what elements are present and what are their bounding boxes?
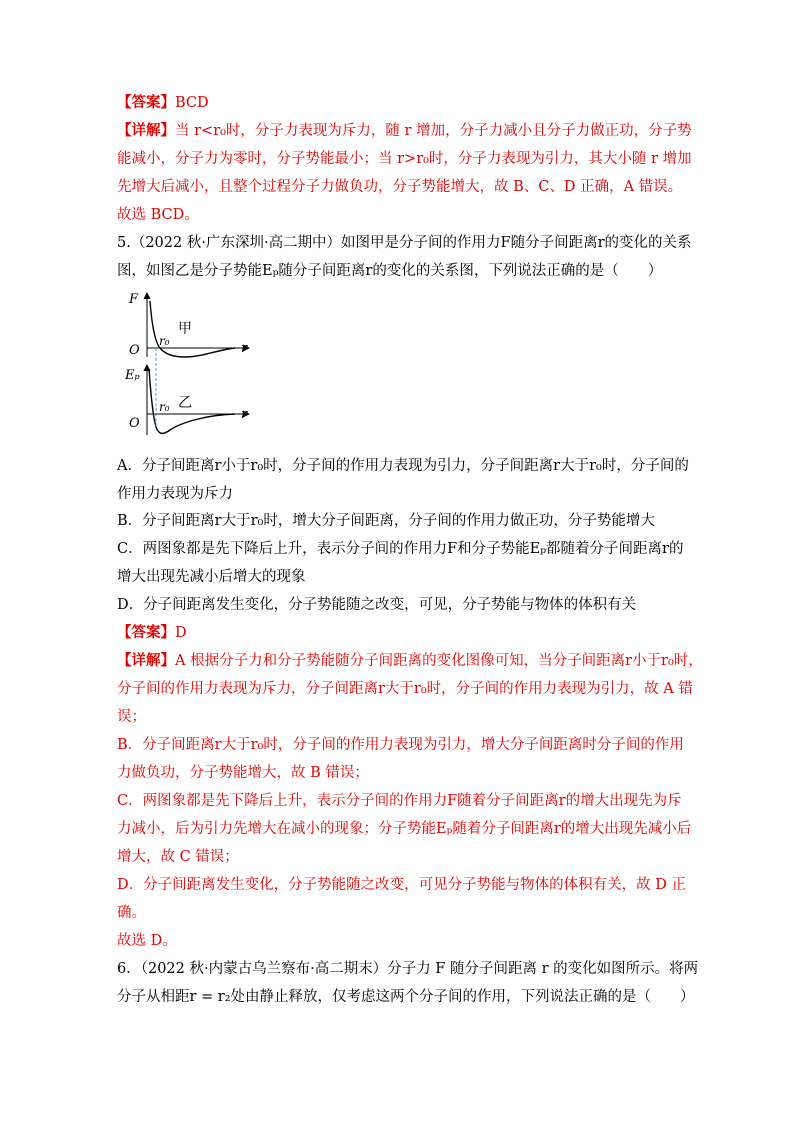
q4-detail-line: 能减小，分子力为零时，分子势能最小；当 r>r₀时，分子力表现为引力，其大小随 r 增加 <box>117 151 692 167</box>
q5-figure <box>117 287 267 437</box>
q5-answer: 【答案】D <box>117 624 187 641</box>
q5-detail-line: 分子间的作用力表现为斥力，分子间距离r大于r₀时，分子间的作用力表现为引力，故 A 错 <box>117 681 693 697</box>
q5-stem-line: 图，如图乙是分子势能Eₚ随分子间距离r的变化的关系图，下列说法正确的是（ ） <box>117 263 663 279</box>
q6-stem-line: 分子从相距r = r₂处由静止释放，仅考虑这两个分子间的作用，下列说法正确的是（ ） <box>117 989 695 1005</box>
q5-detail-line: D．分子间距离发生变化，分子势能随之改变，可见分子势能与物体的体积有关，故 D 正 <box>117 877 686 893</box>
top-axis-x-label: r <box>241 341 248 356</box>
q4-answer: 【答案】BCD <box>117 94 209 111</box>
q5-option-a: A．分子间距离r小于r₀时，分子间的作用力表现为引力，分子间距离r大于r₀时，分子间的 <box>117 458 689 474</box>
bottom-axis-y-label: Eₚ <box>125 368 140 383</box>
top-r0-label: r₀ <box>159 334 170 348</box>
q5-detail-line: 力做负功，分子势能增大，故 B 错误； <box>117 765 369 781</box>
force-potential-graphs <box>117 287 267 437</box>
q5-option-d: D．分子间距离发生变化，分子势能随之改变，可见，分子势能与物体的体积有关 <box>117 597 637 613</box>
bottom-origin-label: O <box>129 416 140 431</box>
q5-detail-line: C．两图象都是先下降后上升，表示分子间的作用力F随着分子间距离r的增大出现先为斥 <box>117 793 682 809</box>
q5-detail-line: 增大，故 C 错误； <box>117 849 239 865</box>
q6-stem-line: 6．（2022 秋·内蒙古乌兰察布·高二期末）分子力 F 随分子间距离 r 的变化如图所示。将两 <box>117 961 699 977</box>
q5-option-b: B．分子间距离r大于r₀时，增大分子间距离，分子间的作用力做正功，分子势能增大 <box>117 513 655 529</box>
top-graph-label: 甲 <box>178 321 192 337</box>
bottom-graph-label: 乙 <box>178 395 192 411</box>
q5-detail-line: B．分子间距离r大于r₀时，分子间的作用力表现为引力，增大分子间距离时分子间的作用 <box>117 737 684 753</box>
q4-detail-line: 【详解】当 r<r₀时，分子力表现为斥力，随 r 增加，分子力减小且分子力做正功，分子势 <box>117 122 692 139</box>
force-curve <box>150 301 235 357</box>
top-origin-label: O <box>129 343 140 358</box>
q5-detail-line: 故选 D。 <box>117 933 177 949</box>
top-axis-y-label: F <box>129 292 139 307</box>
bottom-axis-x-label: r <box>241 407 248 422</box>
q5-detail-line: 误； <box>117 709 146 725</box>
q5-option-c: C．两图象都是先下降后上升，表示分子间的作用力F和分子势能Eₚ都随着分子间距离r的 <box>117 541 684 557</box>
q5-detail-line: 【详解】A 根据分子力和分子势能随分子间距离的变化图像可知，当分子间距离r小于r₀时， <box>117 652 703 669</box>
q5-detail-line: 确。 <box>117 905 146 921</box>
q4-detail-line: 先增大后减小，且整个过程分子力做负功，分子势能增大，故 B、C、D 正确，A 错误。 <box>117 179 683 195</box>
q4-detail-line: 故选 BCD。 <box>117 207 199 223</box>
q5-option-c-cont: 增大出现先减小后增大的现象 <box>117 569 306 585</box>
q5-detail-line: 力减小，后为引力先增大在减小的现象；分子势能Eₚ随着分子间距离r的增大出现先减小后 <box>117 821 692 837</box>
bottom-r0-label: r₀ <box>159 400 170 414</box>
q5-stem-line: 5.（2022 秋·广东深圳·高二期中）如图甲是分子间的作用力F随分子间距离r的变化的关系 <box>117 235 692 251</box>
q5-option-a-cont: 作用力表现为斥力 <box>117 486 233 502</box>
